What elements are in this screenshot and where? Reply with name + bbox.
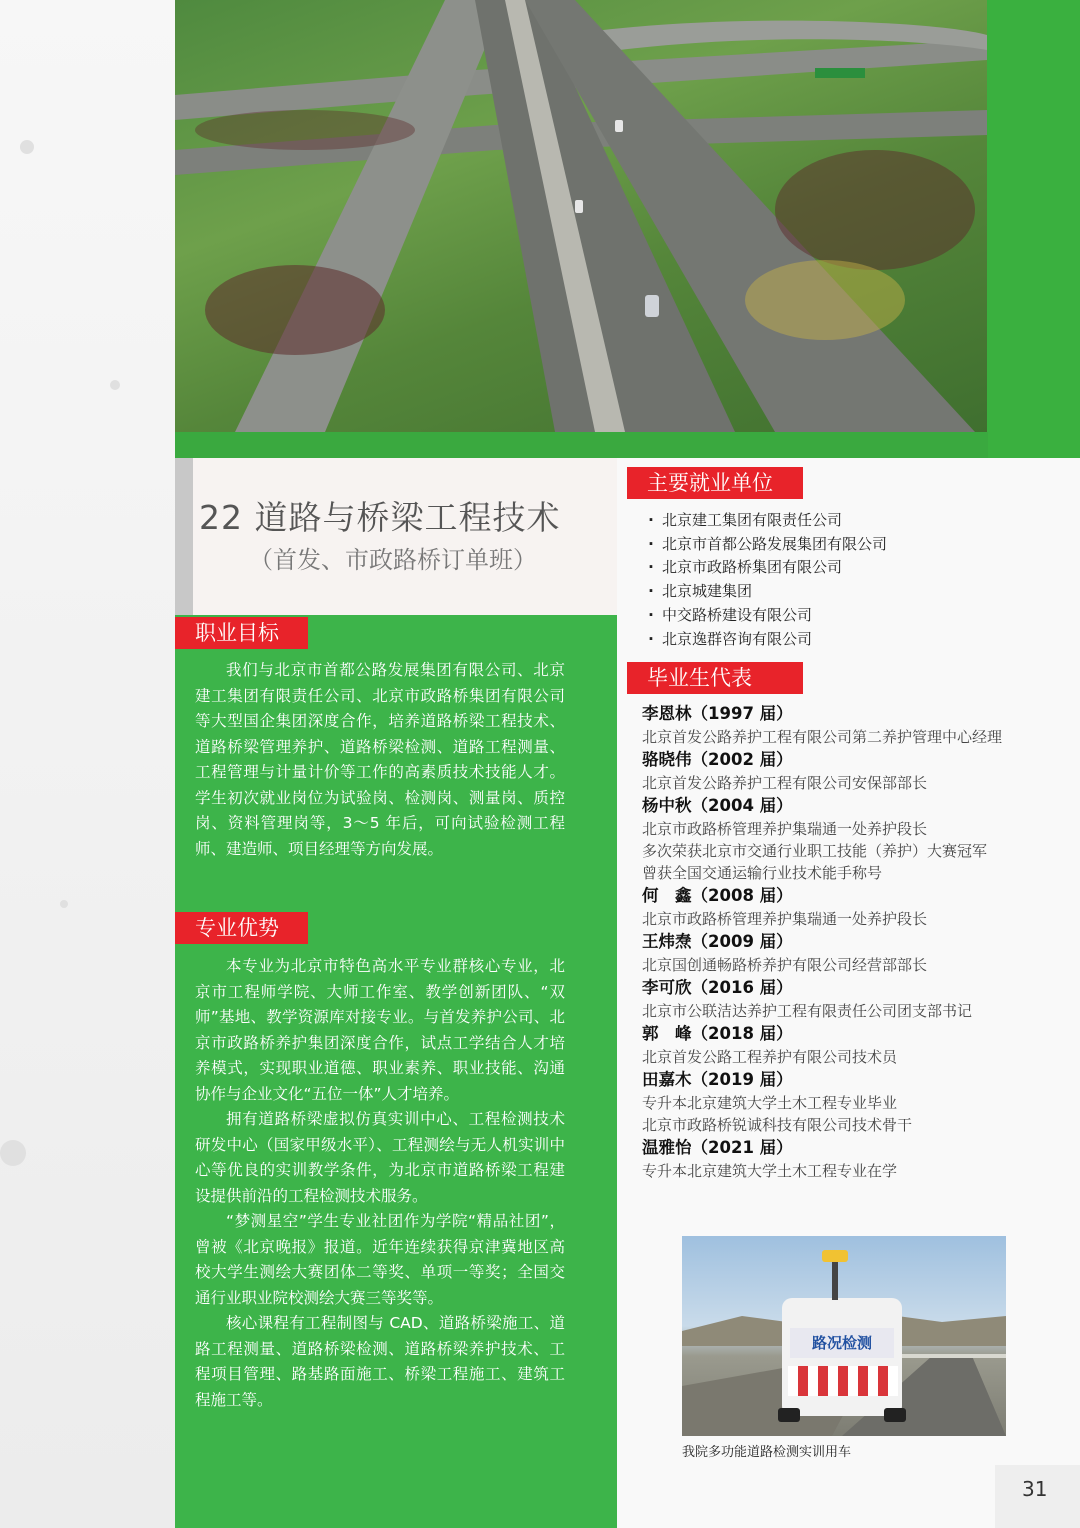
employer-item: · 北京市首都公路发展集团有限公司: [640, 533, 887, 557]
alumni-name: 郭 峰（2018 届）: [642, 1024, 793, 1043]
alumni-role: 多次荣获北京市交通行业职工技能（养护）大赛冠军: [642, 842, 988, 860]
alumni-role: 北京首发公路工程养护有限公司技术员: [642, 1048, 898, 1066]
hero-right-band: [988, 0, 1080, 458]
alumni-name: 田嘉木（2019 届）: [642, 1070, 793, 1089]
career-text-block: [195, 658, 565, 862]
alumni-role: 北京市政路桥管理养护集瑞通一处养护段长: [642, 910, 928, 928]
hero-image: [175, 0, 1080, 458]
advantage-paragraph-2: 拥有道路桥梁虚拟仿真实训中心、工程检测技术研发中心（国家甲级水平）、工程测绘与无人机实训中心等优良的实训教学条件，为北京市道路桥梁工程建设提供前沿的工程检测技术服务。: [195, 1110, 565, 1205]
advantage-paragraph-3: “梦测星空”学生专业社团作为学院“精品社团”，曾被《北京晚报》报道。近年连续获得京津冀地区高校大学生测绘大赛团体二等奖、单项一等奖；全国交通行业职业院校测绘大赛三等奖等。: [195, 1212, 565, 1307]
alumni-name: 王炜焘（2009 届）: [642, 932, 793, 951]
alumni-entry: [642, 794, 1042, 884]
vehicle-label: 路况检测: [811, 1334, 873, 1352]
alumni-role: 专升本北京建筑大学土木工程专业毕业: [642, 1094, 898, 1112]
alumni-role: 北京首发公路养护工程有限公司安保部部长: [642, 774, 928, 792]
alumni-role: 专升本北京建筑大学土木工程专业在学: [642, 1162, 898, 1180]
alumni-entry: [642, 702, 1042, 748]
alumni-role: 北京国创通畅路桥养护有限公司经营部部长: [642, 956, 928, 974]
employer-item: · 北京建工集团有限责任公司: [640, 509, 887, 533]
advantage-paragraph-1: 本专业为北京市特色高水平专业群核心专业，北京市工程师学院、大师工作室、教学创新团队、“双师”基地、教学资源库对接专业。与首发养护公司、北京市政路桥养护集团深度合作，试点工学结合人才培养模式，实现职业道德、职业素养、职业技能、沟通协作与企业文化“五位一体”人才培养。: [195, 957, 565, 1103]
alumni-role: 北京市公联洁达养护工程有限责任公司团支部书记: [642, 1002, 973, 1020]
advantage-heading: 专业优势: [175, 912, 308, 944]
alumni-name: 李可欣（2016 届）: [642, 978, 793, 997]
photo-caption: 我院多功能道路检测实训用车: [682, 1445, 852, 1460]
highway-interchange-photo: [175, 0, 987, 432]
alumni-entry: [642, 930, 1042, 976]
alumni-entry: [642, 1022, 1042, 1068]
alumni-role: 北京市政路桥锐诚科技有限公司技术骨干: [642, 1116, 913, 1134]
alumni-entry: [642, 1068, 1042, 1136]
career-heading: 职业目标: [175, 617, 308, 649]
employer-item: · 北京逸群咨询有限公司: [640, 628, 887, 652]
title-box: [175, 458, 617, 615]
alumni-role: 北京首发公路养护工程有限公司第二养护管理中心经理: [642, 728, 1003, 746]
alumni-entry: [642, 884, 1042, 930]
alumni-role: 曾获全国交通运输行业技术能手称号: [642, 864, 883, 882]
page-subtitle: （首发、市政路桥订单班）: [249, 546, 537, 574]
employer-item: · 北京城建集团: [640, 580, 887, 604]
inspection-vehicle-photo: [682, 1236, 1006, 1436]
career-paragraph: 我们与北京市首都公路发展集团有限公司、北京建工集团有限责任公司、北京市政路桥集团有限公司等大型国企集团深度合作，培养道路桥梁工程技术、道路桥梁管理养护、道路桥梁检测、道路工程测量、工程管理与计量计价等工作的高素质技术技能人才。学生初次就业岗位为试验岗、检测岗、测量岗、质控岗、资料管理岗等，3～5 年后，可向试验检测工程师、建造师、项目经理等方向发展。: [195, 661, 565, 858]
employers-heading: 主要就业单位: [627, 467, 803, 499]
alumni-list: [642, 702, 1042, 1182]
employer-list: [640, 509, 887, 651]
alumni-entry: [642, 1136, 1042, 1182]
alumni-name: 骆晓伟（2002 届）: [642, 750, 793, 769]
alumni-heading: 毕业生代表: [627, 662, 803, 694]
page-number: 31: [1022, 1477, 1048, 1501]
alumni-name: 何 鑫（2008 届）: [642, 886, 793, 905]
employer-item: · 北京市政路桥集团有限公司: [640, 556, 887, 580]
advantage-paragraph-4: 核心课程有工程制图与 CAD、道路桥梁施工、道路工程测量、道路桥梁检测、道路桥梁养护技术、工程项目管理、路基路面施工、桥梁工程施工、建筑工程施工等。: [195, 1314, 565, 1409]
alumni-name: 杨中秋（2004 届）: [642, 796, 793, 815]
alumni-role: 北京市政路桥管理养护集瑞通一处养护段长: [642, 820, 928, 838]
alumni-entry: [642, 748, 1042, 794]
alumni-entry: [642, 976, 1042, 1022]
alumni-name: 温雅怡（2021 届）: [642, 1138, 793, 1157]
advantage-text-block: [195, 954, 565, 1413]
alumni-name: 李恩林（1997 届）: [642, 704, 793, 723]
page-title: 22 道路与桥梁工程技术: [199, 498, 561, 537]
left-decoration: [0, 0, 175, 1528]
employer-item: · 中交路桥建设有限公司: [640, 604, 887, 628]
